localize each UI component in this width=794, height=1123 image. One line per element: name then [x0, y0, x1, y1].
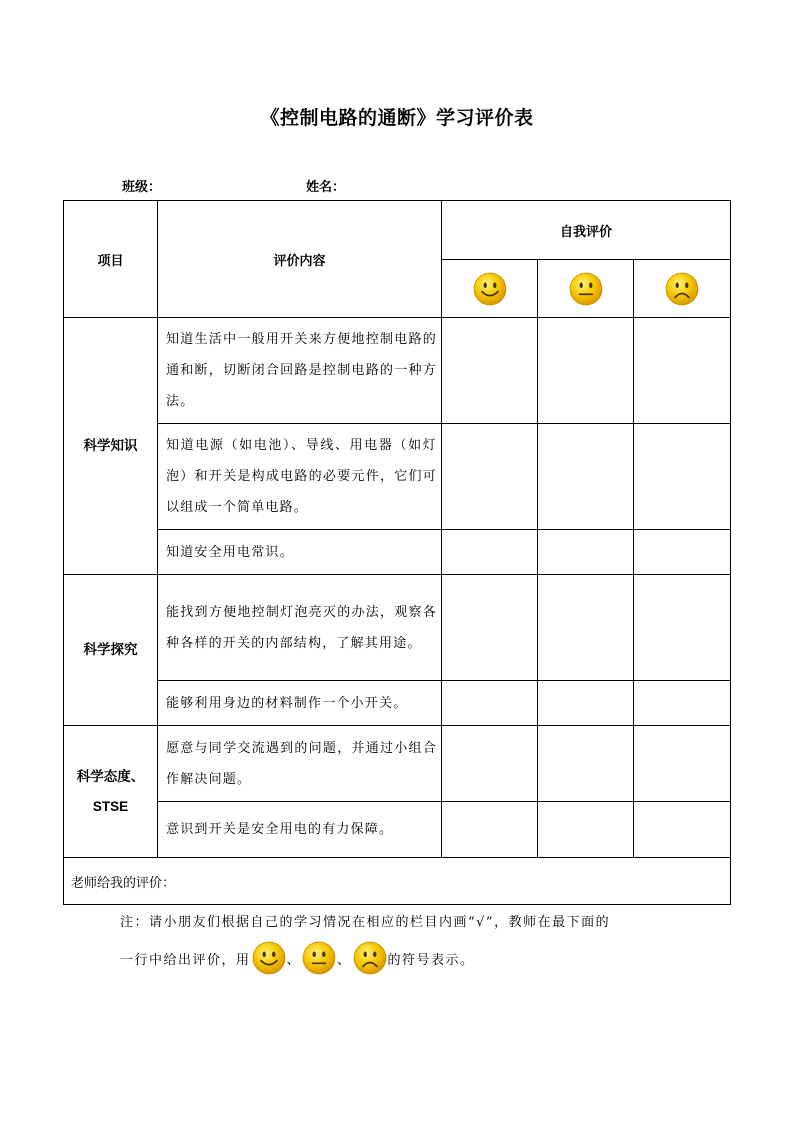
note-separator: 、 — [286, 952, 302, 968]
criterion-text: 意识到开关是安全用电的有力保障。 — [158, 802, 442, 858]
frown-check-cell[interactable] — [634, 530, 731, 575]
criterion-text: 知道生活中一般用开关来方便地控制电路的通和断，切断闭合回路是控制电路的一种方法。 — [158, 318, 442, 424]
page-title: 《控制电路的通断》学习评价表 — [260, 107, 534, 129]
criterion-text: 能找到方便地控制灯泡亮灭的办法，观察各种各样的开关的内部结构，了解其用途。 — [158, 575, 442, 681]
criterion-text: 知道电源（如电池）、导线、用电器（如灯泡）和开关是构成电路的必要元件，它们可以组成一个简单电路。 — [158, 424, 442, 530]
header-neutral-cell — [538, 260, 634, 318]
teacher-evaluation-label: 老师给我的评价： — [71, 875, 176, 891]
note-line-2 — [120, 940, 475, 976]
category-line2: STSE — [92, 798, 129, 814]
class-label: 班级： — [122, 180, 162, 195]
table-row — [64, 726, 731, 802]
evaluation-table — [63, 200, 731, 905]
frown-check-cell[interactable] — [634, 726, 731, 802]
frown-check-cell[interactable] — [634, 681, 731, 726]
category-science-knowledge: 科学知识 — [64, 318, 158, 575]
smile-check-cell[interactable] — [442, 681, 538, 726]
header-item: 项目 — [64, 201, 158, 318]
smile-check-cell[interactable] — [442, 424, 538, 530]
neutral-check-cell[interactable] — [538, 530, 634, 575]
criterion-text: 能够利用身边的材料制作一个小开关。 — [158, 681, 442, 726]
category-science-inquiry: 科学探究 — [64, 575, 158, 726]
teacher-row — [64, 858, 731, 905]
smile-face-icon — [473, 272, 507, 306]
table-row — [64, 530, 731, 575]
frown-check-cell[interactable] — [634, 575, 731, 681]
neutral-check-cell[interactable] — [538, 802, 634, 858]
neutral-check-cell[interactable] — [538, 424, 634, 530]
smile-check-cell[interactable] — [442, 726, 538, 802]
note-prefix: 一行中给出评价，用 — [120, 952, 251, 968]
table-row — [64, 802, 731, 858]
smile-check-cell[interactable] — [442, 575, 538, 681]
neutral-check-cell[interactable] — [538, 726, 634, 802]
neutral-check-cell[interactable] — [538, 681, 634, 726]
smile-check-cell[interactable] — [442, 802, 538, 858]
frown-face-icon — [353, 941, 387, 975]
neutral-check-cell[interactable] — [538, 575, 634, 681]
name-label: 姓名： — [306, 180, 346, 195]
smile-check-cell[interactable] — [442, 530, 538, 575]
neutral-face-icon — [569, 272, 603, 306]
category-science-attitude — [64, 726, 158, 858]
header-frown-cell — [634, 260, 731, 318]
smile-face-icon — [252, 941, 286, 975]
note-suffix: 的符号表示。 — [387, 952, 475, 968]
table-row — [64, 575, 731, 681]
note-line-1: 注：请小朋友们根据自己的学习情况在相应的栏目内画“√”，教师在最下面的 — [120, 915, 611, 930]
neutral-face-icon — [302, 941, 336, 975]
header-self-eval: 自我评价 — [442, 201, 731, 260]
teacher-evaluation-field[interactable] — [64, 858, 731, 905]
category-line1: 科学态度、 — [76, 768, 145, 785]
table-row — [64, 318, 731, 424]
neutral-check-cell[interactable] — [538, 318, 634, 424]
smile-check-cell[interactable] — [442, 318, 538, 424]
frown-check-cell[interactable] — [634, 424, 731, 530]
criterion-text: 愿意与同学交流遇到的问题，并通过小组合作解决问题。 — [158, 726, 442, 802]
frown-check-cell[interactable] — [634, 802, 731, 858]
criterion-text: 知道安全用电常识。 — [158, 530, 442, 575]
note-separator: 、 — [337, 952, 352, 968]
table-row — [64, 681, 731, 726]
frown-face-icon — [665, 272, 699, 306]
table-row — [64, 424, 731, 530]
frown-check-cell[interactable] — [634, 318, 731, 424]
header-content: 评价内容 — [158, 201, 442, 318]
header-smile-cell — [442, 260, 538, 318]
